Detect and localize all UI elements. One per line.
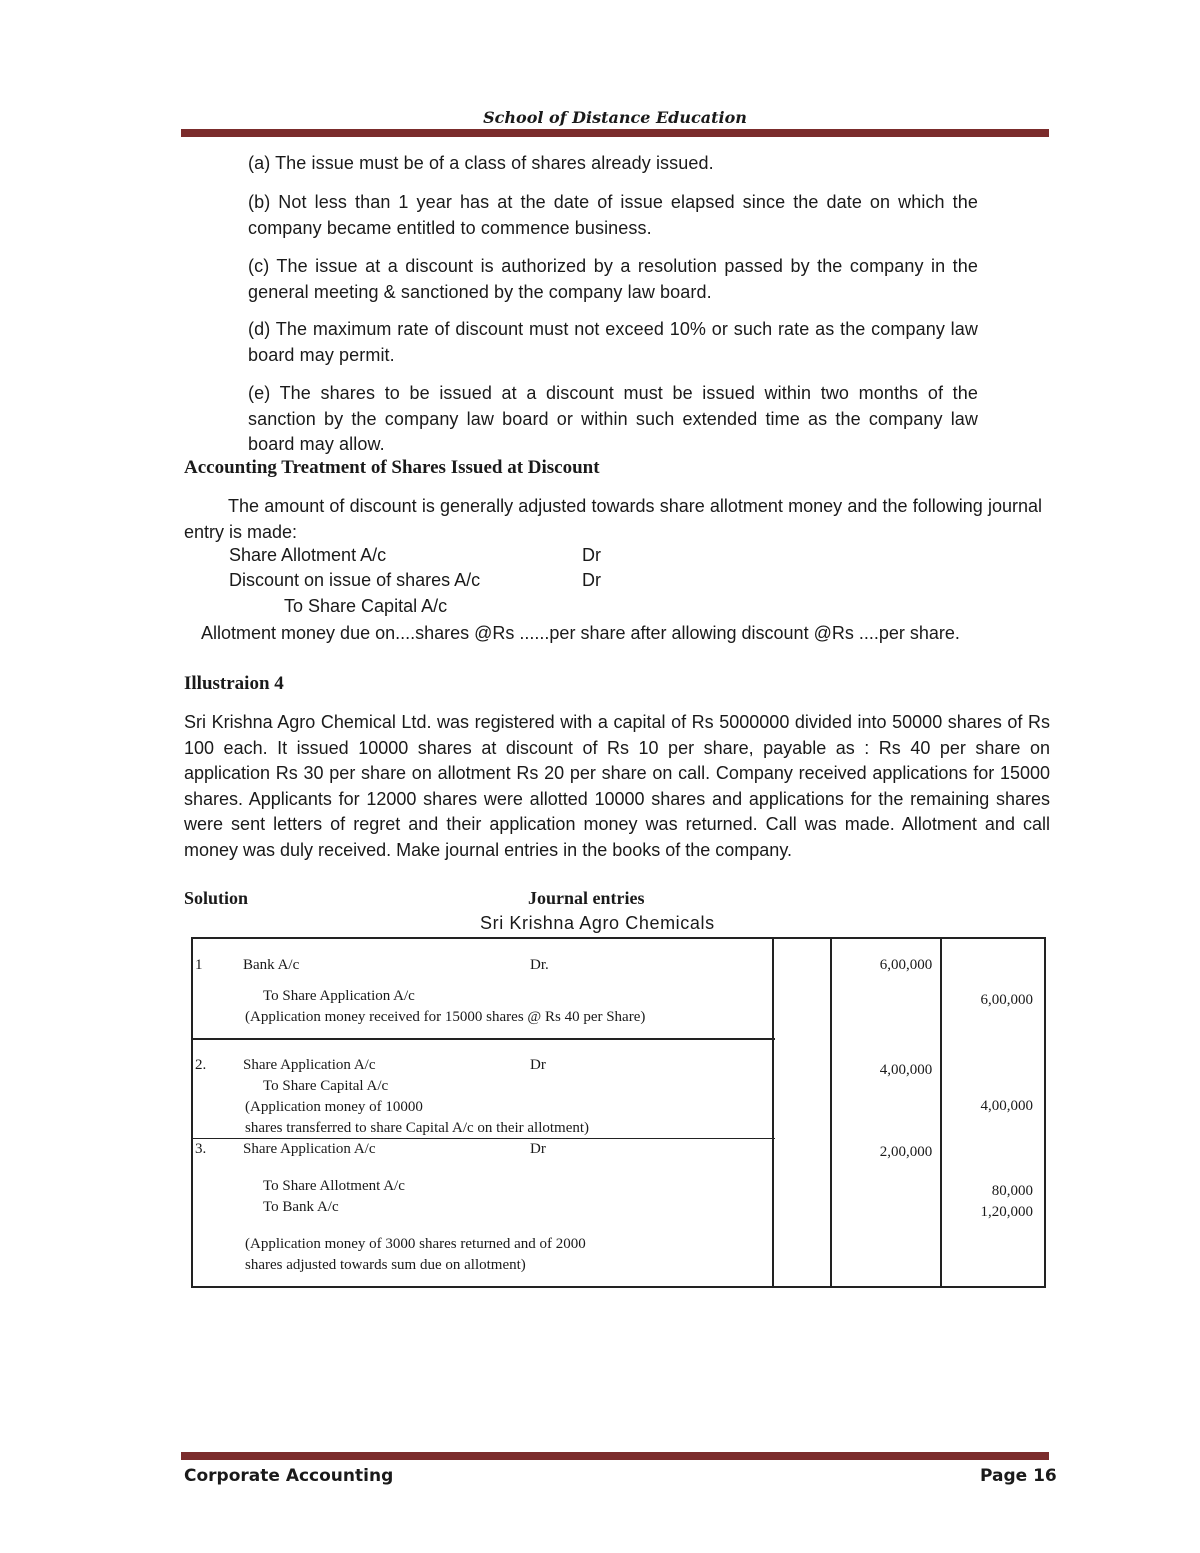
ledger-folio-column: [773, 938, 832, 1287]
entry-line3-account: To Share Capital A/c: [284, 596, 448, 616]
entry2-divider: [193, 1138, 775, 1139]
header-title: School of Distance Education: [483, 108, 747, 127]
entry1-debit-amount: 6,00,000: [879, 957, 933, 973]
debit-amount-column: [831, 938, 941, 1287]
footer-course: Corporate Accounting: [184, 1466, 394, 1486]
entry1-narration: (Application money received for 15000 shares @ Rs 40 per Share): [245, 1009, 646, 1025]
header-rule: [181, 129, 1049, 137]
entry3-narration-1: (Application money of 3000 shares returned and of 2000: [245, 1236, 586, 1252]
entry-line2-dr: Dr: [582, 570, 601, 590]
particulars-column: [192, 938, 773, 1287]
company-name: Sri Krishna Agro Chemicals: [480, 913, 715, 933]
entry3-debit-account: Share Application A/c: [243, 1141, 376, 1157]
entry1-dr: Dr.: [530, 957, 549, 973]
entry2-dr: Dr: [530, 1057, 546, 1073]
footer-page-number: Page 16: [980, 1466, 1057, 1486]
condition-e: (e) The shares to be issued at a discount must be issued within two months of the sanction by the company law board or within such extended time as the company law board may allow.: [248, 383, 978, 454]
entry-line1-dr: Dr: [582, 545, 601, 565]
journal-title: Journal entries: [528, 888, 645, 908]
journal-table: [191, 937, 1046, 1288]
entry-line1-account: Share Allotment A/c: [229, 545, 387, 565]
solution-label: Solution: [184, 888, 249, 908]
entry3-no: 3.: [195, 1141, 207, 1157]
entry-narration: Allotment money due on....shares @Rs ......per share after allowing discount @Rs ....per share.: [201, 623, 960, 643]
condition-d: (d) The maximum rate of discount must not exceed 10% or such rate as the company law board may permit.: [248, 319, 978, 365]
section-intro: The amount of discount is generally adjusted towards share allotment money and the following journal entry is made:: [184, 496, 1042, 542]
credit-amount-column: [941, 938, 1045, 1287]
entry3-credit-amount-1: 80,000: [991, 1183, 1033, 1199]
entry3-dr: Dr: [530, 1141, 546, 1157]
entry2-debit-account: Share Application A/c: [243, 1057, 376, 1073]
condition-c: (c) The issue at a discount is authorized by a resolution passed by the company in the general meeting & sanctioned by the company law board.: [248, 256, 978, 302]
entry2-credit-amount: 4,00,000: [980, 1098, 1033, 1114]
entry1-divider: [193, 1038, 775, 1040]
entry3-credit-amount-2: 1,20,000: [980, 1204, 1033, 1220]
entry3-narration-2: shares adjusted towards sum due on allotment): [245, 1257, 526, 1273]
entry1-credit-account: To Share Application A/c: [263, 988, 415, 1004]
entry2-debit-amount: 4,00,000: [879, 1062, 933, 1078]
section-heading: Accounting Treatment of Shares Issued at Discount: [184, 457, 600, 478]
condition-a: (a) The issue must be of a class of shares already issued.: [248, 153, 714, 173]
entry3-credit-account-2: To Bank A/c: [263, 1199, 339, 1215]
entry3-credit-account-1: To Share Allotment A/c: [263, 1178, 405, 1194]
footer-rule: [181, 1452, 1049, 1460]
entry1-credit-amount: 6,00,000: [980, 992, 1033, 1008]
entry1-debit-account: Bank A/c: [243, 957, 300, 973]
entry2-narration-2: shares transferred to share Capital A/c on their allotment): [245, 1120, 590, 1136]
entry1-no: 1: [195, 957, 203, 973]
illustration-text: Sri Krishna Agro Chemical Ltd. was registered with a capital of Rs 5000000 divided into 50000 shares of Rs 100 each. It issued 10000 shares at discount of Rs 10 per share, payable as : Rs 40 per share on application Rs 30 per share on allotment Rs 20 per share on call. Company received applications for 15000 shares. Applicants for 12000 shares were allotted 10000 shares and applications for the remaining shares were sent letters of regret and their application money was returned. Call was made. Allotment and call money was duly received. Make journal entries in the books of the company.: [184, 712, 1050, 860]
entry-line2-account: Discount on issue of shares A/c: [229, 570, 481, 590]
entry2-narration-1: (Application money of 10000: [245, 1099, 423, 1115]
entry3-debit-amount: 2,00,000: [879, 1144, 933, 1160]
illustration-heading: Illustraion 4: [184, 673, 284, 694]
entry2-credit-account: To Share Capital A/c: [263, 1078, 389, 1094]
condition-b: (b) Not less than 1 year has at the date of issue elapsed since the date on which the company became entitled to commence business.: [248, 192, 978, 238]
entry2-no: 2.: [195, 1057, 207, 1073]
